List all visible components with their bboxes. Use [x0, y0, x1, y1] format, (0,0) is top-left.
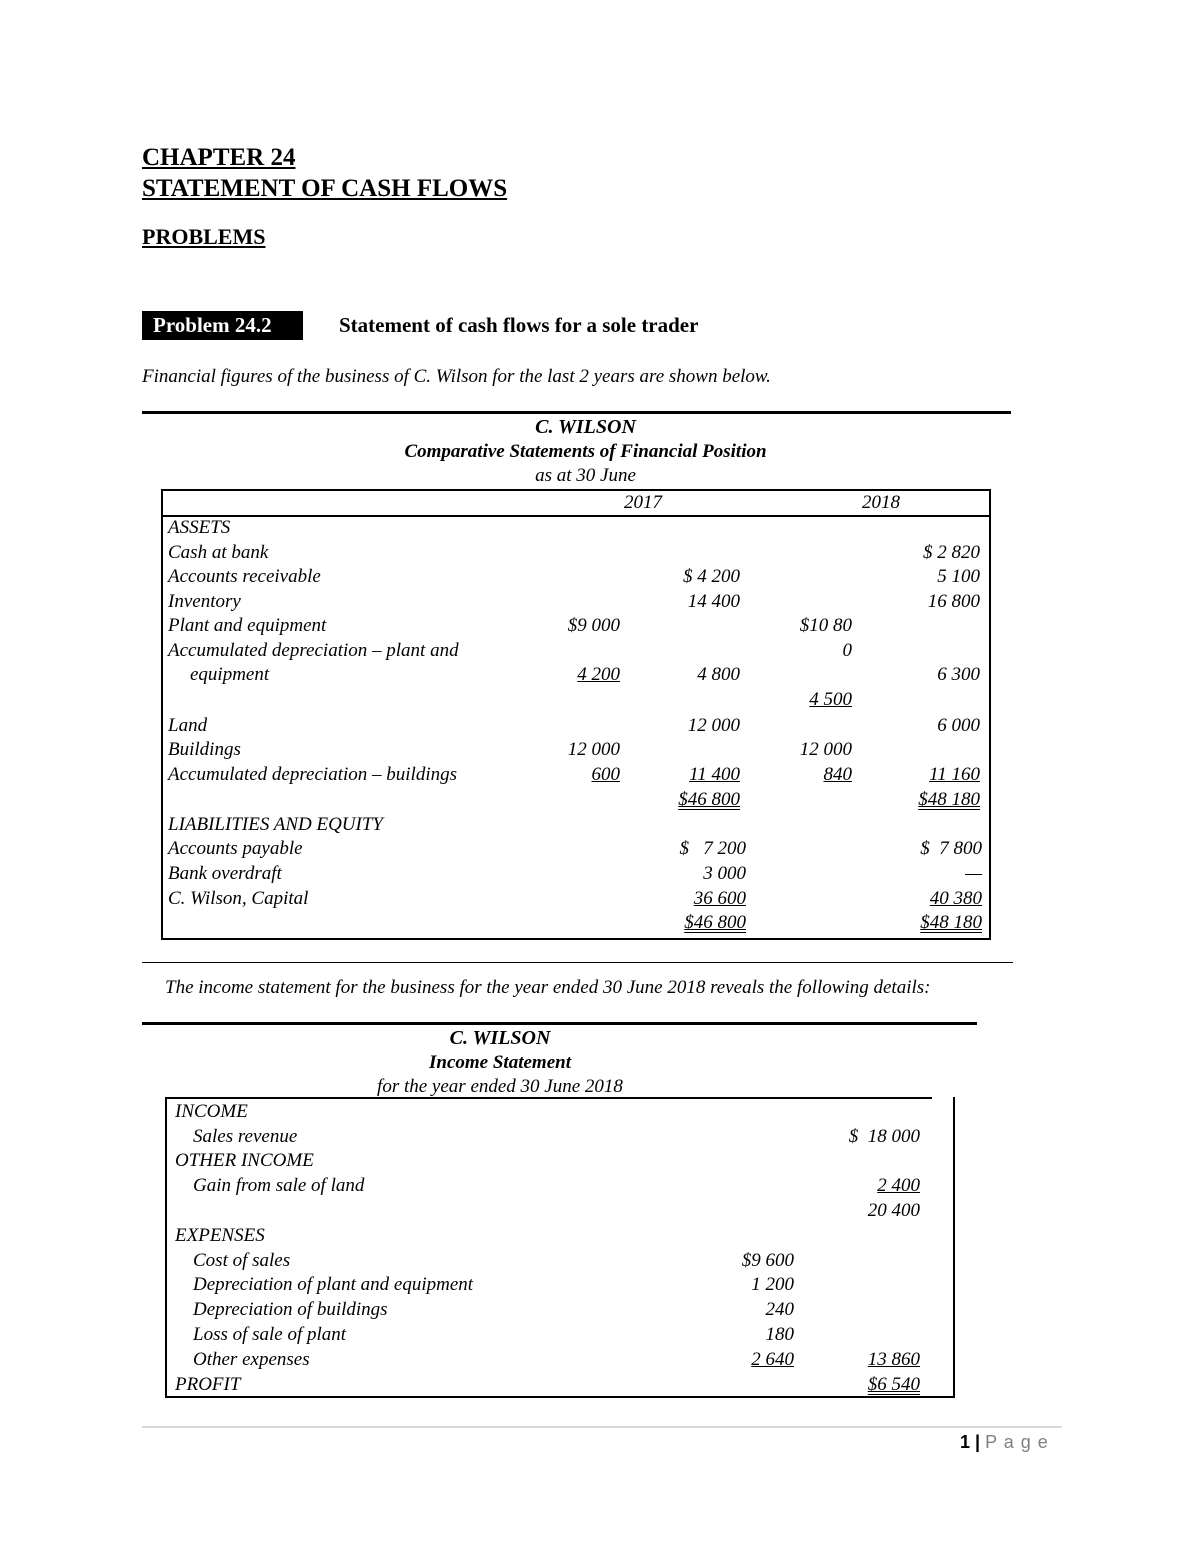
- sofp-table: [161, 489, 991, 940]
- sofp-value: [520, 664, 620, 686]
- sofp-value: $ 4 200: [683, 566, 740, 587]
- divider: [142, 411, 1011, 414]
- sofp-row-label: Buildings: [168, 739, 241, 760]
- sofp-row-label: Bank overdraft: [168, 863, 282, 884]
- is-row-label: OTHER INCOME: [175, 1150, 314, 1171]
- is-row-label: Loss of sale of plant: [193, 1324, 347, 1345]
- page-footer: [960, 1432, 1049, 1453]
- sofp-value: 0: [842, 640, 852, 661]
- is-row-label: EXPENSES: [175, 1225, 265, 1246]
- problem-title: Statement of cash flows for a sole trader: [339, 313, 699, 337]
- problem-badge-label: Problem 24.2: [153, 313, 272, 337]
- is-value: 1 200: [751, 1274, 794, 1295]
- chapter-number: CHAPTER 24: [142, 144, 296, 171]
- sofp-value: 3 000: [703, 863, 746, 884]
- sofp-value: [882, 888, 982, 910]
- sofp-row-label: Accumulated depreciation – plant and: [168, 640, 459, 661]
- sofp-row-label: equipment: [190, 664, 270, 685]
- is-row-label: Sales revenue: [193, 1126, 298, 1147]
- sofp-row-label: Accumulated depreciation – buildings: [168, 764, 457, 785]
- is-total-income: 20 400: [867, 1200, 920, 1221]
- sofp-value: 16 800: [927, 591, 980, 612]
- is-value: [820, 1349, 920, 1371]
- is-value: $9 600: [741, 1250, 794, 1271]
- is-value: 240: [765, 1299, 794, 1320]
- sofp-value: 4 800: [697, 664, 740, 685]
- sofp-total-liabilities-2017: [646, 912, 746, 934]
- sofp-value: [752, 764, 852, 786]
- sofp-row-label: C. Wilson, Capital: [168, 888, 309, 909]
- is-header-rule: [167, 1097, 932, 1099]
- problem-intro: Financial figures of the business of C. Wilson for the last 2 years are shown below.: [142, 366, 771, 387]
- is-value: [694, 1349, 794, 1371]
- is-title: Income Statement: [429, 1052, 571, 1073]
- sofp-value-text: $48 180: [918, 789, 980, 810]
- sofp-value-text: 11 400: [689, 764, 740, 785]
- sofp-value: 12 000: [799, 739, 852, 760]
- sofp-row-label: ASSETS: [168, 517, 231, 538]
- sofp-value-text: 600: [591, 764, 620, 785]
- sofp-value-text: $46 800: [678, 789, 740, 810]
- sofp-value: $9 000: [567, 615, 620, 636]
- sofp-header-rule: [163, 515, 989, 517]
- page-label: P a g e: [985, 1432, 1049, 1452]
- is-date: for the year ended 30 June 2018: [377, 1076, 623, 1097]
- sofp-row-label: Inventory: [168, 591, 241, 612]
- divider: [142, 962, 1013, 963]
- sofp-value: $ 2 820: [923, 542, 980, 563]
- is-value: 180: [765, 1324, 794, 1345]
- sofp-value-text: 11 160: [929, 764, 980, 785]
- is-row-label: Cost of sales: [193, 1250, 291, 1271]
- sofp-year-2017: 2017: [624, 492, 662, 513]
- sofp-value-text: 36 600: [693, 888, 746, 909]
- sofp-title: Comparative Statements of Financial Position: [404, 441, 767, 462]
- is-row-label: Depreciation of buildings: [193, 1299, 388, 1320]
- sofp-value: 6 000: [937, 715, 980, 736]
- is-value: $ 18 000: [848, 1126, 920, 1147]
- sofp-value-text: $48 180: [920, 912, 982, 933]
- sofp-value-text: 40 380: [929, 888, 982, 909]
- is-value-text: $6 540: [867, 1374, 920, 1395]
- sofp-row-label: Cash at bank: [168, 542, 269, 563]
- is-profit: [820, 1374, 920, 1396]
- income-intro: The income statement for the business for the year ended 30 June 2018 reveals the following details:: [165, 977, 931, 998]
- page-separator: |: [975, 1432, 981, 1452]
- sofp-row-label: Accounts receivable: [168, 566, 321, 587]
- sofp-value-text: 4 200: [577, 664, 620, 685]
- sofp-total-liabilities-2018: [882, 912, 982, 934]
- sofp-value-text: 4 500: [809, 689, 852, 710]
- is-row-label: Gain from sale of land: [193, 1175, 365, 1196]
- sofp-value: [646, 888, 746, 910]
- sofp-row-label: Plant and equipment: [168, 615, 327, 636]
- sofp-value: [880, 764, 980, 786]
- is-entity: C. WILSON: [449, 1027, 551, 1049]
- section-heading: PROBLEMS: [142, 224, 266, 249]
- sofp-value-text: 840: [823, 764, 852, 785]
- sofp-total-assets-2017: [640, 789, 740, 811]
- is-value-text: 2 400: [877, 1175, 920, 1196]
- sofp-row-label: Land: [168, 715, 208, 736]
- sofp-value-text: $46 800: [684, 912, 746, 933]
- sofp-year-2018: 2018: [862, 492, 900, 513]
- sofp-value: 6 300: [937, 664, 980, 685]
- sofp-value: $ 7 800: [920, 838, 982, 859]
- sofp-value: $10 80: [799, 615, 852, 636]
- sofp-value: [520, 764, 620, 786]
- footer-rule: [142, 1426, 1062, 1428]
- divider: [142, 1022, 977, 1025]
- sofp-row-label: Accounts payable: [168, 838, 303, 859]
- is-value: [820, 1175, 920, 1197]
- sofp-value: 5 100: [937, 566, 980, 587]
- is-value-text: 2 640: [751, 1349, 794, 1370]
- sofp-value: [640, 764, 740, 786]
- is-row-label: PROFIT: [175, 1374, 241, 1395]
- is-row-label: Other expenses: [193, 1349, 310, 1370]
- sofp-value: $ 7 200: [679, 838, 746, 859]
- sofp-value: —: [965, 863, 982, 884]
- is-value-text: 13 860: [867, 1349, 920, 1370]
- sofp-value: [752, 689, 852, 711]
- sofp-total-assets-2018: [880, 789, 980, 811]
- sofp-value: 12 000: [687, 715, 740, 736]
- page-number: 1: [960, 1432, 971, 1452]
- sofp-date: as at 30 June: [535, 465, 636, 486]
- chapter-title: STATEMENT OF CASH FLOWS: [142, 175, 508, 202]
- is-row-label: INCOME: [175, 1101, 248, 1122]
- sofp-entity: C. WILSON: [535, 416, 636, 438]
- is-row-label: Depreciation of plant and equipment: [193, 1274, 474, 1295]
- problem-badge: [142, 311, 303, 340]
- sofp-value: 14 400: [687, 591, 740, 612]
- sofp-row-label: LIABILITIES AND EQUITY: [168, 814, 383, 835]
- sofp-value: 12 000: [567, 739, 620, 760]
